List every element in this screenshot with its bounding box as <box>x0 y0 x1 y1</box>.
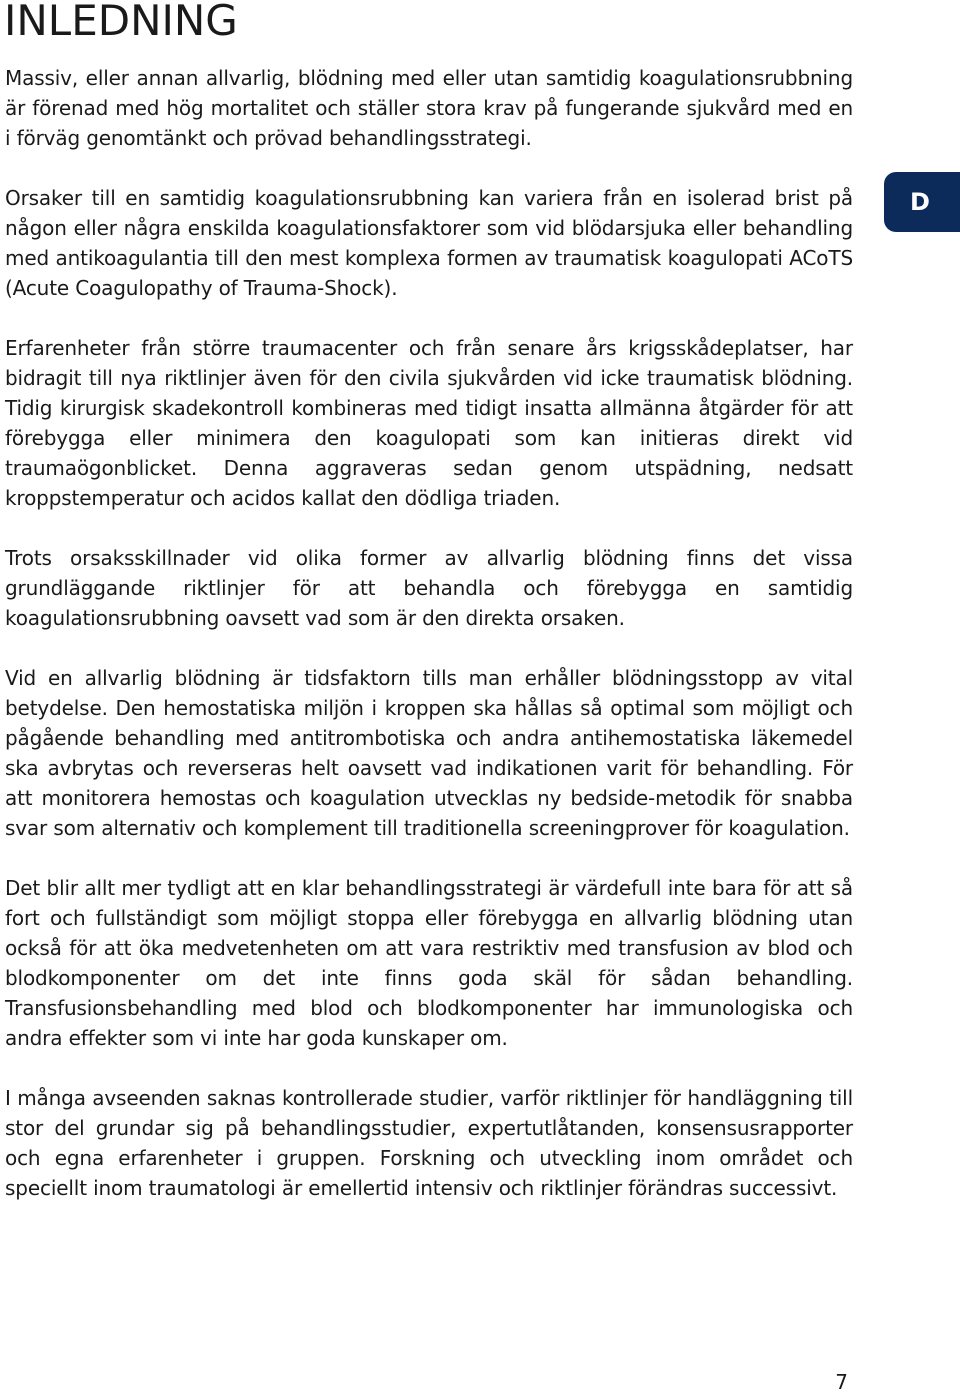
paragraph-3: Erfarenheter från större traumacenter och från senare års krigsskådeplatser, har bidragit till nya riktlinjer även för den civila sjukvården vid icke traumatisk blödning. Tidig kirurgisk skadekontroll kombineras med tidigt insatta allmänna åtgärder för att förebygga eller minimera den koagulopati som kan initieras direkt vid traumaögonblicket. Denna aggraveras sedan genom utspädning, nedsatt kroppstemperatur och acidos kallat den dödliga triaden. <box>5 336 853 510</box>
paragraph-4: Trots orsaksskillnader vid olika former av allvarlig blödning finns det vissa grundläggande riktlinjer för att behandla och förebygga en samtidig koagulationsrubbning oavsett vad som är den direkta orsaken. <box>5 546 853 630</box>
section-tab-label: D <box>910 188 930 216</box>
body-text <box>5 63 853 1233</box>
page-title: INLEDNING <box>4 0 238 45</box>
page-number: 7 <box>835 1370 848 1394</box>
paragraph-6: Det blir allt mer tydligt att en klar behandlingsstrategi är värdefull inte bara för att så fort och fullständigt som möjligt stoppa eller förebygga en allvarlig blödning utan också för att öka medvetenheten om att vara restriktiv med transfusion av blod och blodkomponenter om det inte finns goda skäl för sådan behandling. Transfusionsbehandling med blod och blodkomponenter har immunologiska och andra effekter som vi inte har goda kunskaper om. <box>5 876 853 1050</box>
section-tab <box>884 172 960 232</box>
paragraph-7: I många avseenden saknas kontrollerade studier, varför riktlinjer för handläggning till stor del grundar sig på behandlingsstudier, expertutlåtanden, konsensusrapporter och egna erfarenheter i gruppen. Forskning och utveckling inom området och speciellt inom traumatologi är emellertid intensiv och riktlinjer förändras successivt. <box>5 1086 853 1200</box>
paragraph-5: Vid en allvarlig blödning är tidsfaktorn tills man erhåller blödningsstopp av vital betydelse. Den hemostatiska miljön i kroppen ska hållas så optimal som möjligt och pågående behandling med antitrombotiska och andra antihemostatiska läkemedel ska avbrytas och reverseras helt oavsett vad indikationen varit för behandling. För att monitorera hemostas och koagulation utvecklas ny bedside-metodik för snabba svar som alternativ och komplement till traditionella screeningprover för koagulation. <box>5 666 853 840</box>
paragraph-2: Orsaker till en samtidig koagulationsrubbning kan variera från en isolerad brist på någon eller några enskilda koagulationsfaktorer som vid blödarsjuka eller behandling med antikoagulantia till den mest komplexa formen av traumatisk koagulopati ACoTS (Acute Coagulopathy of Trauma-Shock). <box>5 186 853 300</box>
paragraph-1: Massiv, eller annan allvarlig, blödning med eller utan samtidig koagulationsrubbning är förenad med hög mortalitet och ställer stora krav på fungerande sjukvård med en i förväg genomtänkt och prövad behandlingsstrategi. <box>5 66 853 150</box>
